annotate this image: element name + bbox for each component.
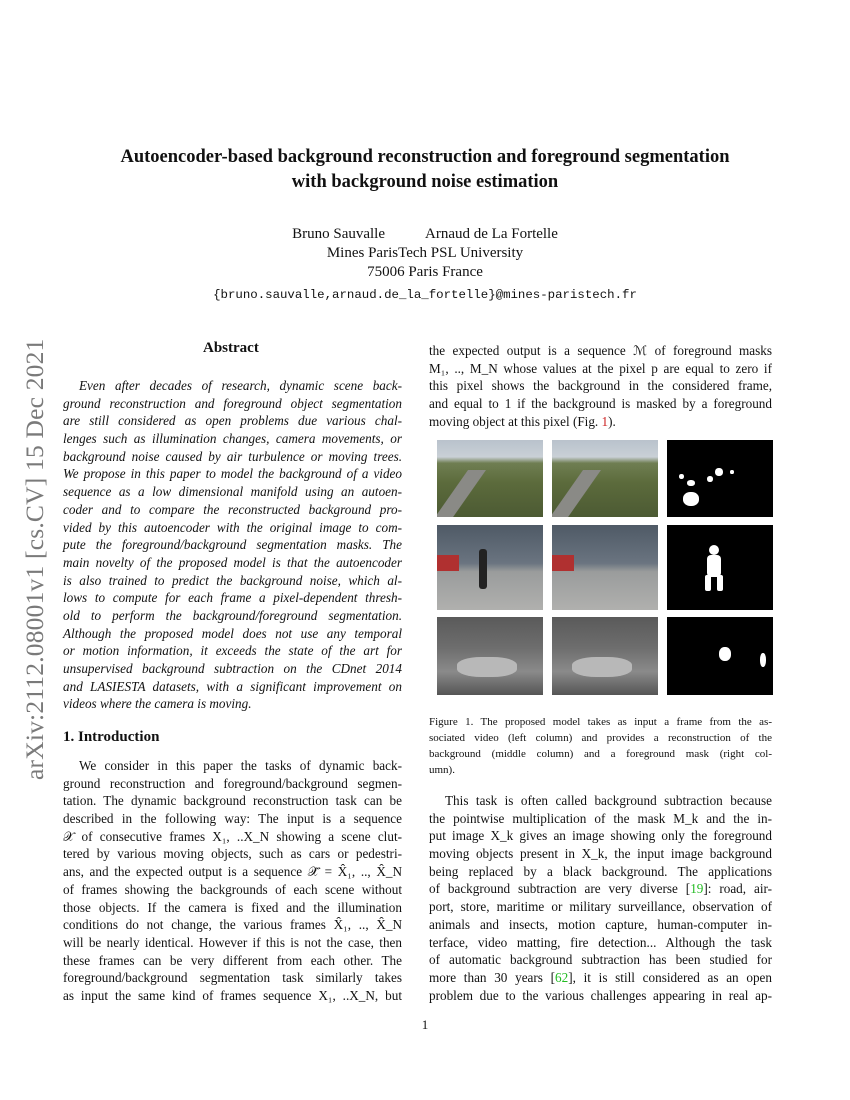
text-line: videos where the camera is moving.: [63, 696, 252, 712]
text-line: and equal to 1 if the background is masked by a foreground: [429, 396, 772, 412]
background-reconstruction-thermal: [552, 617, 658, 695]
text-line: these frames can be very different from each other. The: [63, 952, 402, 968]
affiliation: Mines ParisTech PSL University: [326, 245, 524, 261]
text-line: umn).: [429, 764, 455, 776]
text-line: of automatic background subtraction has been studied for: [429, 952, 772, 968]
text-line: coder and to compare the reconstructed background pro-: [63, 501, 402, 517]
figure-ref-link[interactable]: 1: [601, 413, 609, 429]
text-line: ground reconstruction and foreground object segmentation: [63, 395, 402, 411]
abstract-heading: Abstract: [203, 340, 259, 356]
text-line: moving object at this pixel (Fig. 1).: [429, 413, 616, 429]
text-line: Figure 1. The proposed model takes as input a frame from the as-: [429, 716, 772, 728]
text-line: this pixel shows the background in the considered frame,: [429, 378, 772, 394]
input-frame-pedestrian: [437, 525, 543, 610]
title-line: Autoencoder-based background reconstruction and foreground segmentation: [120, 147, 730, 167]
text-line: those objects. If the camera is fixed and the illumination: [63, 899, 402, 915]
text-line: Although the proposed model does not use any temporal: [63, 625, 402, 641]
text-line: described in the following way: The input is a sequence: [63, 811, 402, 827]
background-reconstruction-highway: [552, 440, 658, 517]
page-number: 1: [421, 1017, 429, 1032]
text-line: main novelty of the proposed model is that the autoencoder: [63, 554, 402, 570]
text-line: background (middle column) and a foreground mask (right col-: [429, 748, 772, 760]
text-line: We consider in this paper the tasks of dynamic back-: [79, 758, 402, 773]
abstract-text: [63, 377, 402, 713]
citation-link[interactable]: 62: [555, 969, 569, 985]
intro-heading: 1. Introduction: [63, 729, 160, 745]
authors-block: [40, 225, 810, 305]
text-line: the expected output is a sequence ℳ of foreground masks: [429, 343, 772, 358]
text-line: This task is often called background subtraction because: [445, 793, 772, 808]
text-line: the pointwise multiplication of the mask M_k and the in-: [429, 810, 772, 826]
foreground-mask-highway: [667, 440, 773, 517]
address: 75006 Paris France: [367, 264, 483, 280]
text-line: will be nearly identical. However if this is not the case, then: [63, 934, 402, 950]
text-line: foreground/background segmentation task similarly takes: [63, 970, 402, 986]
text-line: pute the foreground/background segmentation masks. The: [63, 537, 402, 553]
text-line: of background subtraction are very diverse [19]: road, air-: [429, 881, 772, 897]
figure-caption: [429, 714, 772, 778]
text-line: and LASIESTA datasets, with a significant improvement on: [63, 678, 402, 694]
text-line: lows to compute for each frame a pixel-dependent thresh-: [63, 590, 402, 606]
input-frame-highway: [437, 440, 543, 517]
text-line: port, store, maritime or military surveillance, observation of: [429, 899, 772, 915]
text-line: old to perform the background/foreground segmentation.: [63, 607, 402, 623]
text-line: M₁, .., M_N whose values at the pixel p are equal to zero if: [429, 360, 772, 376]
text-line: terface, video matting, fire detection... Although the task: [429, 934, 772, 950]
background-reconstruction-pedestrian: [552, 525, 658, 610]
citation-link[interactable]: 19: [690, 881, 704, 897]
text-line: Even after decades of research, dynamic scene back-: [79, 378, 402, 393]
author-name: Arnaud de La Fortelle: [425, 226, 558, 242]
text-line: of frames showing the backgrounds of each scene without: [63, 881, 402, 897]
arxiv-identifier: arXiv:2112.08001v1 [cs.CV] 15 Dec 2021: [20, 338, 49, 780]
text-line: is also trained to predict the background noise, which al-: [63, 572, 402, 588]
text-line: lenges such as illumination changes, camera movements, or: [63, 431, 402, 447]
text-line: animals and insects, motion capture, human-computer in-: [429, 916, 772, 932]
text-line: problem due to the various challenges appearing in real ap-: [429, 987, 772, 1003]
foreground-mask-thermal: [667, 617, 773, 695]
text-line: ground reconstruction and foreground/background segmen-: [63, 775, 402, 791]
text-line: tered by various moving objects, such as cars or pedestri-: [63, 846, 402, 862]
text-line: sociated video (left column) and provides a reconstruction of the: [429, 732, 772, 744]
text-line: being replaced by a black background. The applications: [429, 863, 772, 879]
text-line: ans, and the expected output is a sequence 𝒳̂ = X̂₁, .., X̂_N: [63, 864, 402, 880]
text-line: or motion information, it exceeds the state of the art for: [63, 643, 402, 659]
text-line: moving objects present in X_k, the input image background: [429, 846, 772, 862]
text-line: 𝒳 of consecutive frames X₁, ..X_N showing a scene clut-: [63, 828, 402, 844]
text-line: sequence as a low dimensional manifold using an autoen-: [63, 484, 402, 500]
foreground-mask-pedestrian: [667, 525, 773, 610]
paper-title: [40, 145, 810, 195]
intro-text: [63, 757, 402, 1005]
text-line: unsupervised background subtraction on the CDnet 2014: [63, 661, 402, 676]
author-email: {bruno.sauvalle,arnaud.de_la_fortelle}@mines-paristech.fr: [213, 288, 637, 302]
title-line: with background noise estimation: [291, 172, 559, 192]
text-line: more than 30 years [62], it is still considered as an open: [429, 969, 772, 985]
text-line: put image X_k gives an image showing only the foreground: [429, 828, 772, 844]
right-body-text: [429, 792, 772, 1004]
text-line: conditions do not change, the various frames X̂₁, .., X̂_N: [63, 917, 402, 933]
right-top-text: [429, 342, 772, 430]
text-line: tation. The dynamic background reconstruction task can be: [63, 793, 402, 809]
text-line: background noise caused by air turbulence or moving trees.: [63, 448, 402, 464]
text-line: We propose in this paper to model the background of a video: [63, 466, 402, 482]
text-line: are still considered as open problems due various chal-: [63, 413, 402, 429]
figure-1: [437, 440, 773, 695]
text-line: as input the same kind of frames sequence X₁, ..X_N, but: [63, 987, 402, 1003]
text-line: vided by this autoencoder with the original image to com-: [63, 519, 402, 535]
author-name: Bruno Sauvalle: [292, 226, 386, 242]
input-frame-thermal: [437, 617, 543, 695]
